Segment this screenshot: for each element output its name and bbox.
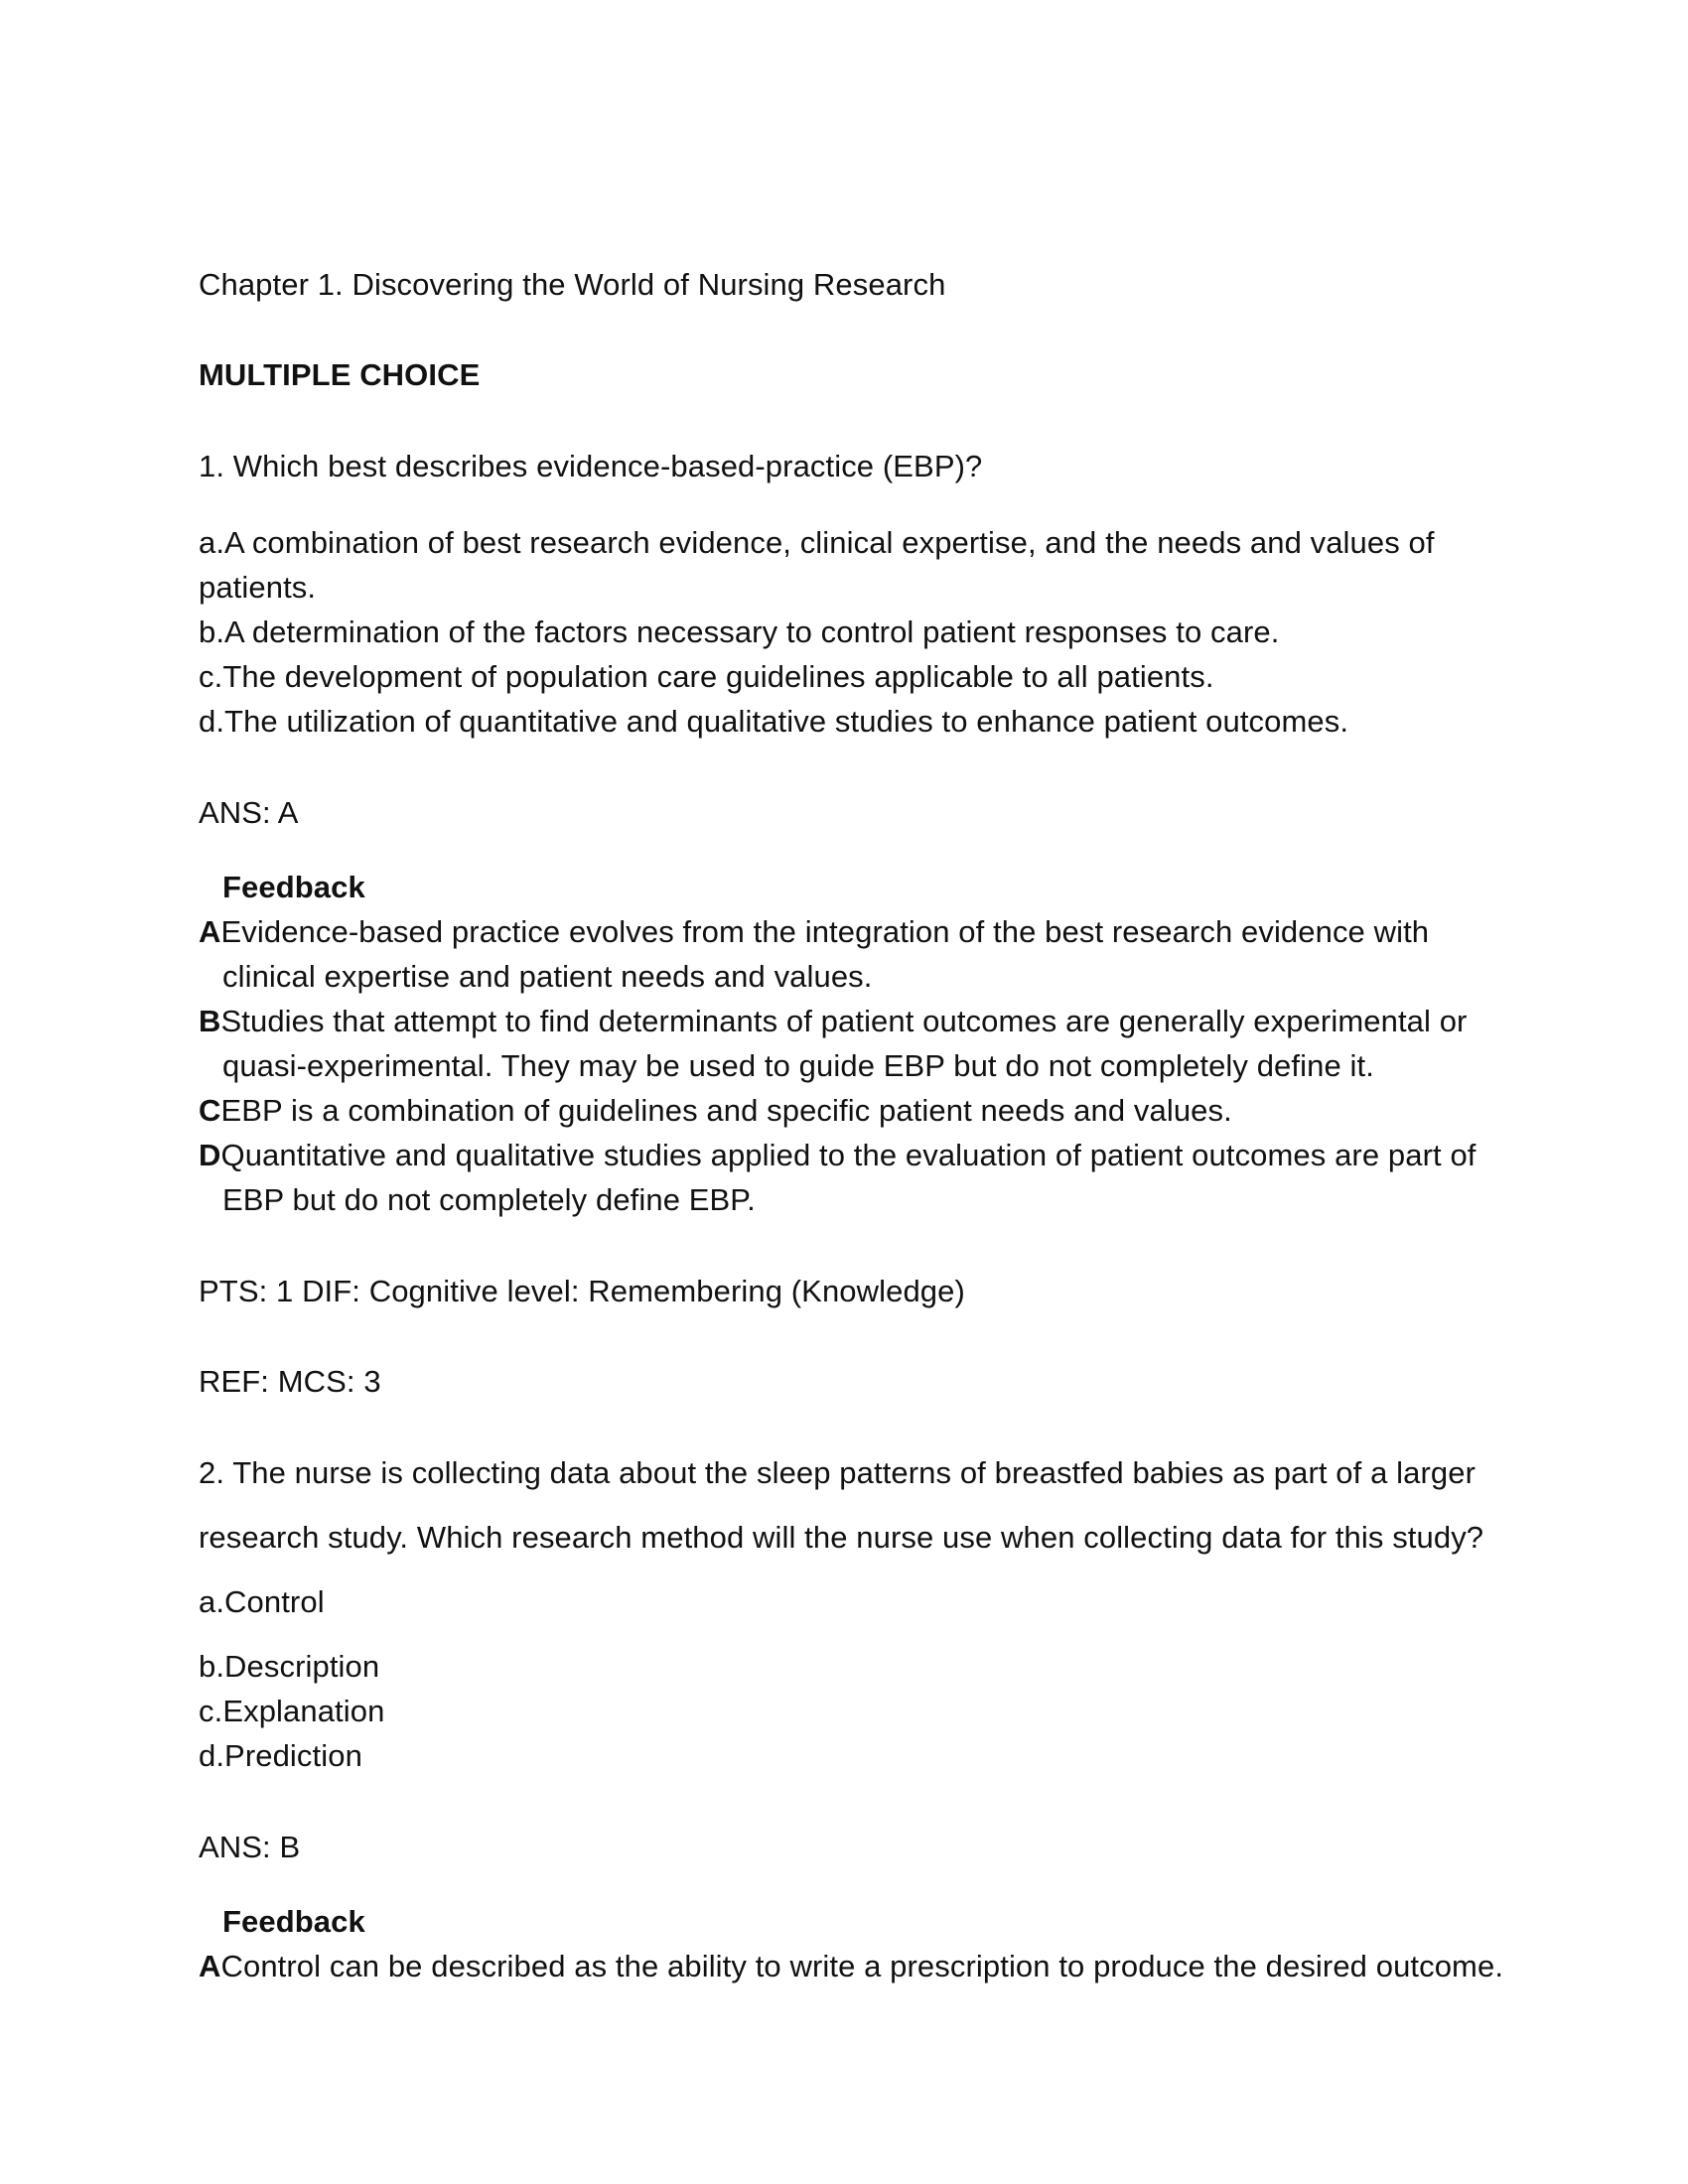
question-2-feedback-a xyxy=(199,1944,1503,1988)
question-1-option-b: b.A determination of the factors necessary to control patient responses to care. xyxy=(199,614,1280,649)
question-1-option-d: d.The utilization of quantitative and qualitative studies to enhance patient outcomes. xyxy=(199,704,1349,739)
question-1-feedback-a xyxy=(199,909,1429,954)
question-1-pts-dif: PTS: 1 DIF: Cognitive level: Remembering (Knowledge) xyxy=(199,1274,965,1308)
feedback-text: Quantitative and qualitative studies applied to the evaluation of patient outcomes are part of xyxy=(220,1138,1477,1172)
feedback-letter: A xyxy=(199,1949,221,1983)
question-2-option-a: a.Control xyxy=(199,1584,325,1619)
question-2-stem: 2. The nurse is collecting data about the sleep patterns of breastfed babies as part of a larger xyxy=(199,1455,1476,1490)
feedback-letter: C xyxy=(199,1093,221,1128)
feedback-text: Studies that attempt to find determinants of patient outcomes are generally experimental or xyxy=(220,1004,1468,1038)
question-1-option-a: a.A combination of best research evidence, clinical expertise, and the needs and values of xyxy=(199,525,1435,560)
feedback-letter: A xyxy=(199,914,221,949)
question-1-option-a-cont: patients. xyxy=(199,570,317,605)
feedback-text: Evidence-based practice evolves from the integration of the best research evidence with xyxy=(220,914,1430,949)
feedback-letter: B xyxy=(199,1004,221,1038)
question-1-option-c: c.The development of population care guidelines applicable to all patients. xyxy=(199,659,1214,694)
question-2-answer: ANS: B xyxy=(199,1830,301,1864)
question-2-stem-cont: research study. Which research method will the nurse use when collecting data for this study? xyxy=(199,1520,1484,1555)
question-1-answer: ANS: A xyxy=(199,795,299,830)
question-1-stem: 1. Which best describes evidence-based-practice (EBP)? xyxy=(199,449,983,483)
question-2-feedback-heading: Feedback xyxy=(222,1904,365,1939)
question-1-feedback-b-cont: quasi-experimental. They may be used to guide EBP but do not completely define it. xyxy=(222,1048,1374,1083)
question-2-option-d: d.Prediction xyxy=(199,1738,362,1773)
question-1-feedback-b xyxy=(199,999,1467,1043)
question-1-feedback-a-cont: clinical expertise and patient needs and values. xyxy=(222,959,873,994)
section-heading: MULTIPLE CHOICE xyxy=(199,357,481,392)
feedback-text: EBP is a combination of guidelines and specific patient needs and values. xyxy=(220,1093,1232,1128)
question-1-feedback-d xyxy=(199,1133,1477,1177)
question-1-feedback-heading: Feedback xyxy=(222,870,365,904)
feedback-text: Control can be described as the ability to write a prescription to produce the desired outcome. xyxy=(220,1949,1504,1983)
question-1-ref: REF: MCS: 3 xyxy=(199,1364,381,1399)
question-1-feedback-c xyxy=(199,1088,1232,1133)
question-2-option-c: c.Explanation xyxy=(199,1694,385,1728)
question-2-option-b: b.Description xyxy=(199,1649,380,1684)
question-1-feedback-d-cont: EBP but do not completely define EBP. xyxy=(222,1182,756,1217)
chapter-title: Chapter 1. Discovering the World of Nursing Research xyxy=(199,267,946,302)
feedback-letter: D xyxy=(199,1138,221,1172)
